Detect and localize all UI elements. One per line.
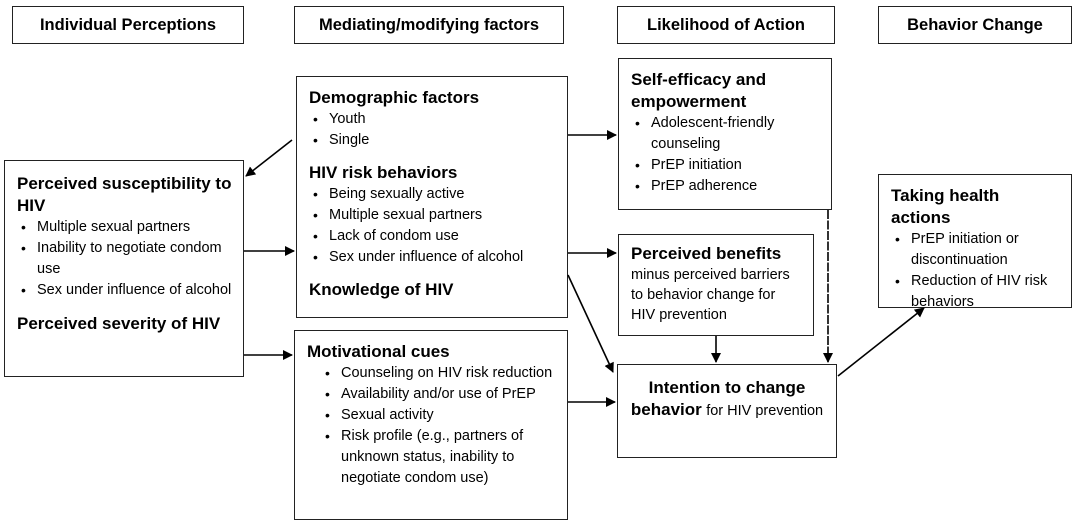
list-item: • Sexual activity <box>321 405 557 426</box>
list-item: • Reduction of HIV risk behaviors <box>891 271 1061 313</box>
knowledge-of-hiv-title: Knowledge of HIV <box>309 280 454 299</box>
arrow-intention-to-actions <box>838 308 924 376</box>
header-individual-label: Individual Perceptions <box>39 15 217 34</box>
list-item: • PrEP adherence <box>631 176 821 197</box>
perceived-benefits-title: Perceived benefits <box>631 244 782 263</box>
list-item: • PrEP initiation or discontinuation <box>891 229 1061 271</box>
list-item: • Multiple sexual partners <box>309 205 557 226</box>
header-likelihood-label: Likelihood of Action <box>647 15 805 34</box>
perceived-benefits-text: minus perceived barriers to behavior change for HIV prevention <box>631 267 790 323</box>
intention-suffix: for HIV prevention <box>706 403 824 419</box>
list-item: • Lack of condom use <box>309 226 557 247</box>
list-item: • PrEP initiation <box>631 155 821 176</box>
list-item: • Counseling on HIV risk reduction <box>321 363 557 384</box>
list-item: • Youth <box>309 109 557 130</box>
list-item: • Being sexually active <box>309 184 557 205</box>
arrow-factors-to-intention <box>568 275 613 372</box>
taking-health-actions-title: Taking health actions <box>891 186 1000 227</box>
demographic-factors-title: Demographic factors <box>309 88 480 107</box>
intention-title: Intention to change behavior <box>630 378 806 419</box>
motivational-cues-title: Motivational cues <box>307 342 450 361</box>
list-item: • Inability to negotiate condom use <box>17 238 233 280</box>
list-item: • Sex under influence of alcohol <box>17 280 233 301</box>
perceived-susceptibility-title: Perceived susceptibility to HIV <box>17 174 232 215</box>
list-item: • Risk profile (e.g., partners of unknown status, inability to negotiate condom use) <box>321 426 557 489</box>
arrow-demographic-to-perceptions <box>246 140 292 176</box>
hiv-risk-behaviors-title: HIV risk behaviors <box>309 163 458 182</box>
self-efficacy-title: Self-efficacy and empowerment <box>631 70 767 111</box>
list-item: • Single <box>309 130 557 151</box>
list-item: • Multiple sexual partners <box>17 217 233 238</box>
list-item: • Availability and/or use of PrEP <box>321 384 557 405</box>
list-item: • Sex under influence of alcohol <box>309 247 557 268</box>
list-item: • Adolescent-friendly counseling <box>631 113 821 155</box>
header-mediating-label: Mediating/modifying factors <box>318 15 539 34</box>
header-behavior-label: Behavior Change <box>907 15 1043 34</box>
perceived-severity-title: Perceived severity of HIV <box>17 314 221 333</box>
